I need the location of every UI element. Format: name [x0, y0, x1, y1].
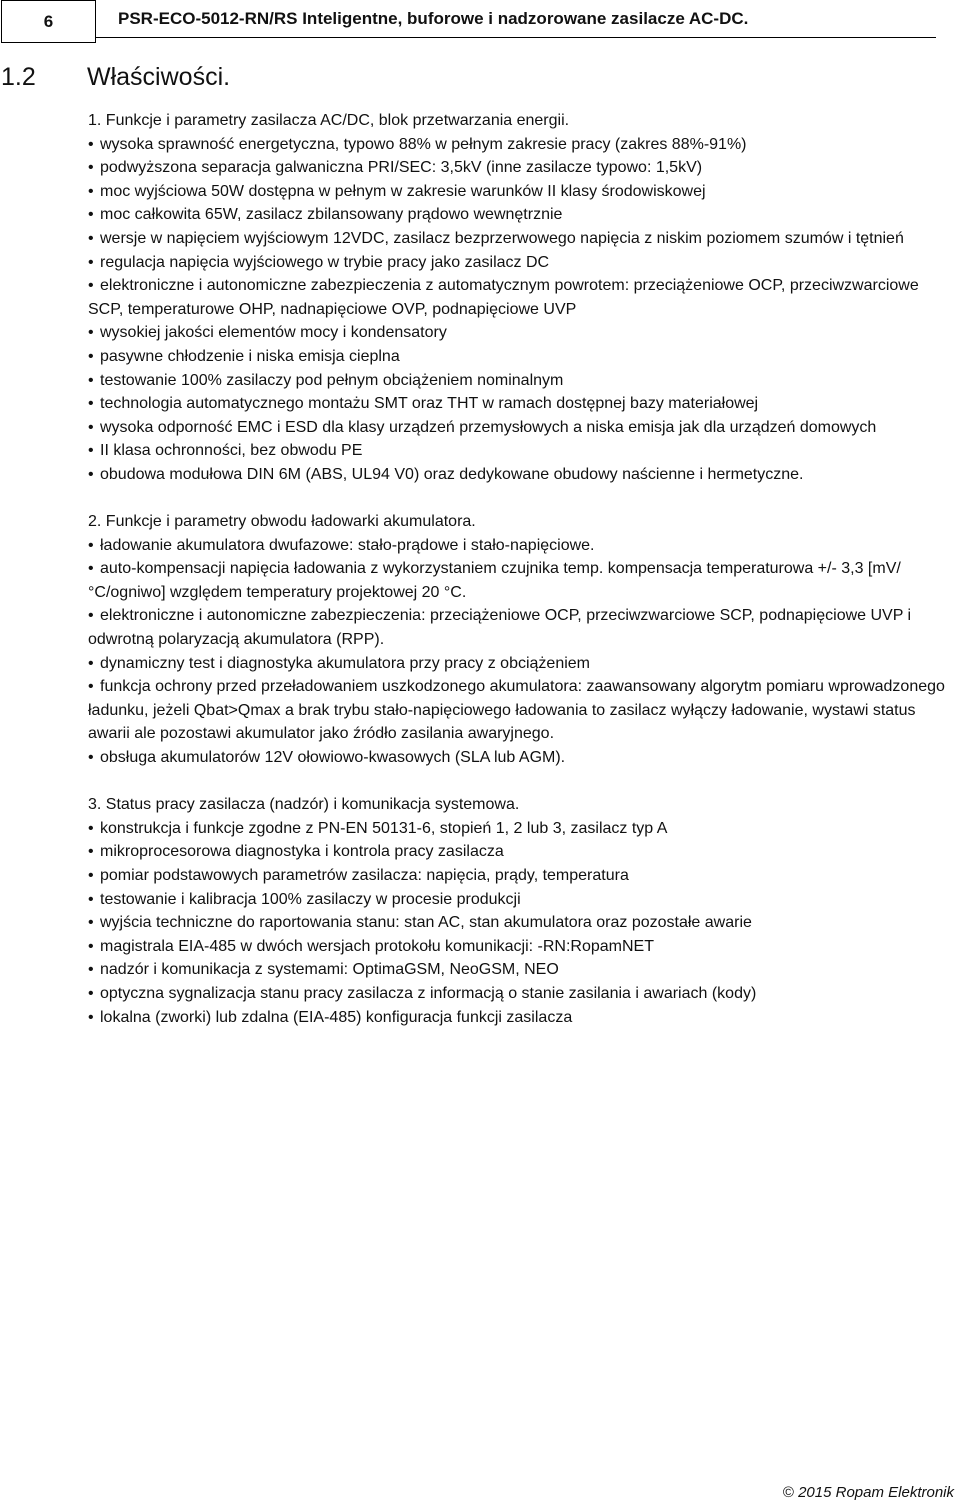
bullet-icon	[88, 392, 100, 416]
list-item: •funkcja ochrony przed przeładowaniem uszkodzonego akumulatora: zaawansowany algorytm pomiaru wprowadzonego ładunku, jeżeli Qbat>Qmax a brak trybu stało-napięciowego ładowania to zasilacz wyłączy ładowanie, wystawi status awarii ale pozostawi akumulator jako źródło zasilania awaryjnego.	[88, 675, 948, 746]
bullet-icon	[88, 274, 100, 298]
bullet-icon	[88, 652, 100, 676]
list-item: • wysokiej jakości elementów mocy i kondensatory	[88, 321, 948, 345]
list-item: • moc całkowita 65W, zasilacz zbilansowany prądowo wewnętrznie	[88, 203, 948, 227]
bullet-icon	[88, 746, 100, 770]
bullet-icon	[88, 203, 100, 227]
list-item: • mikroprocesorowa diagnostyka i kontrola pracy zasilacza	[88, 840, 948, 864]
bullet-icon	[88, 251, 100, 275]
footer-text: 2015 Ropam Elektronik	[798, 1484, 954, 1501]
bullet-icon	[88, 675, 100, 699]
list-item: • wyjścia techniczne do raportowania stanu: stan AC, stan akumulatora oraz pozostałe awarie	[88, 911, 948, 935]
list-item: • lokalna (zworki) lub zdalna (EIA-485) konfiguracja funkcji zasilacza	[88, 1006, 948, 1030]
part2-heading: 2. Funkcje i parametry obwodu ładowarki akumulatora.	[88, 513, 476, 531]
footer-copyright	[783, 1484, 954, 1501]
list-item: •wersje w napięciem wyjściowym 12VDC, zasilacz bezprzerwowego napięcia z niskim poziomem szumów i tętnień	[88, 227, 948, 251]
bullet-icon	[88, 369, 100, 393]
list-item: •auto-kompensacji napięcia ładowania z wykorzystaniem czujnika temp. kompensacja temperaturowa +/- 3,3 [mV/ °C/ogniwo] względem temperatury projektowej 20 °C.	[88, 557, 948, 604]
list-item: • technologia automatycznego montażu SMT oraz THT w ramach dostępnej bazy materiałowej	[88, 392, 948, 416]
bullet-icon	[88, 958, 100, 982]
bullet-icon	[88, 911, 100, 935]
page-number: 6	[1, 0, 96, 43]
bullet-icon	[88, 416, 100, 440]
section-title: Właściwości.	[87, 63, 231, 91]
list-item: • pasywne chłodzenie i niska emisja cieplna	[88, 345, 948, 369]
bullet-icon	[88, 557, 100, 581]
part1-list	[88, 133, 948, 487]
section-number: 1.2	[1, 63, 36, 91]
bullet-icon	[88, 982, 100, 1006]
list-item: • obudowa modułowa DIN 6M (ABS, UL94 V0) oraz dedykowane obudowy naścienne i hermetyczne.	[88, 463, 948, 487]
document-title: PSR-ECO-5012-RN/RS Inteligentne, buforowe i nadzorowane zasilacze AC-DC.	[118, 9, 749, 28]
bullet-icon	[88, 133, 100, 157]
header-divider	[96, 37, 936, 38]
list-item: • wysoka sprawność energetyczna, typowo 88% w pełnym zakresie pracy (zakres 88%-91%)	[88, 133, 948, 157]
bullet-icon	[88, 817, 100, 841]
list-item: • ładowanie akumulatora dwufazowe: stało-prądowe i stało-napięciowe.	[88, 534, 948, 558]
bullet-icon	[88, 321, 100, 345]
list-item: • testowanie i kalibracja 100% zasilaczy w procesie produkcji	[88, 888, 948, 912]
bullet-icon	[88, 227, 100, 251]
list-item: • regulacja napięcia wyjściowego w trybie pracy jako zasilacz DC	[88, 251, 948, 275]
list-item: •elektroniczne i autonomiczne zabezpieczenia z automatycznym powrotem: przeciążeniowe OCP, przeciwzwarciowe SCP, temperaturowe OHP, nadnapięciowe OVP, podnapięciowe UVP	[88, 274, 948, 321]
part1-heading: 1. Funkcje i parametry zasilacza AC/DC, blok przetwarzania energii.	[88, 112, 570, 129]
bullet-icon	[88, 604, 100, 628]
bullet-icon	[88, 180, 100, 204]
bullet-icon	[88, 935, 100, 959]
list-item: •wysoka odporność EMC i ESD dla klasy urządzeń przemysłowych a niska emisja jak dla urządzeń domowych	[88, 416, 948, 440]
bullet-icon	[88, 1006, 100, 1030]
bullet-icon	[88, 840, 100, 864]
bullet-icon	[88, 439, 100, 463]
copyright-icon: ©	[782, 1484, 794, 1501]
part3-heading: 3. Status pracy zasilacza (nadzór) i komunikacja systemowa.	[88, 796, 520, 814]
list-item: • testowanie 100% zasilaczy pod pełnym obciążeniem nominalnym	[88, 369, 948, 393]
bullet-icon	[88, 463, 100, 487]
list-item: • obsługa akumulatorów 12V ołowiowo-kwasowych (SLA lub AGM).	[88, 746, 948, 770]
list-item: • moc wyjściowa 50W dostępna w pełnym w zakresie warunków II klasy środowiskowej	[88, 180, 948, 204]
bullet-icon	[88, 156, 100, 180]
bullet-icon	[88, 345, 100, 369]
list-item: • podwyższona separacja galwaniczna PRI/SEC: 3,5kV (inne zasilacze typowo: 1,5kV)	[88, 156, 948, 180]
list-item: • II klasa ochronności, bez obwodu PE	[88, 439, 948, 463]
document-body	[88, 109, 948, 1029]
list-item: • magistrala EIA-485 w dwóch wersjach protokołu komunikacji: -RN:RopamNET	[88, 935, 948, 959]
list-item: • pomiar podstawowych parametrów zasilacza: napięcia, prądy, temperatura	[88, 864, 948, 888]
part3-list	[88, 817, 948, 1029]
list-item: • nadzór i komunikacja z systemami: OptimaGSM, NeoGSM, NEO	[88, 958, 948, 982]
list-item: •elektroniczne i autonomiczne zabezpieczenia: przeciążeniowe OCP, przeciwzwarciowe SCP, podnapięciowe UVP i odwrotną polaryzacją akumulatora (RPP).	[88, 604, 948, 651]
part2-list	[88, 534, 948, 770]
bullet-icon	[88, 888, 100, 912]
bullet-icon	[88, 864, 100, 888]
section-heading	[1, 63, 230, 92]
list-item: • optyczna sygnalizacja stanu pracy zasilacza z informacją o stanie zasilania i awariach (kody)	[88, 982, 948, 1006]
list-item: • konstrukcja i funkcje zgodne z PN-EN 50131-6, stopień 1, 2 lub 3, zasilacz typ A	[88, 817, 948, 841]
list-item: • dynamiczny test i diagnostyka akumulatora przy pracy z obciążeniem	[88, 652, 948, 676]
bullet-icon	[88, 534, 100, 558]
